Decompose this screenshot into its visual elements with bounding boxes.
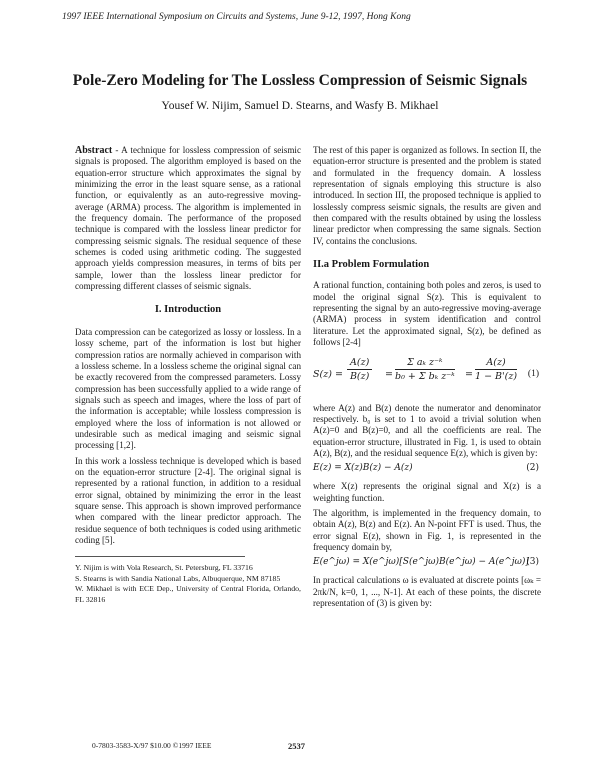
footnote-3: W. Mikhael is with ECE Dep., University of Central Florida, Orlando, FL 32816 [75, 584, 301, 604]
eq1-fraction-3 [475, 357, 517, 383]
eq1-frac3-denominator: 1 − B'(z) [475, 370, 518, 382]
abstract-text: - A technique for lossless compression of seismic signals is proposed. The algorithm employed is based on the equation-error structure which approximates the signal by minimizing the error in the least square sense, as a rational function, or equivalently as an auto-regressive moving-average (ARMA) process. The algorithm is implemented in the frequency domain. The performance of the proposed technique is compared with the lossless linear predictor for compressing seismic signals. The residual sequence of these schemes is coded using arithmetic coding. The suggested approach yields compression measures, in terms of bits per sample, lower than the lossless linear predictor for compressing different classes of seismic signals. [75, 145, 301, 292]
eq1-fraction-1 [347, 357, 372, 383]
algorithm-paragraph: The algorithm, is implemented in the frequency domain, to obtain A(z), B(z) and E(z). An N-point FFT is used. Thus, the error signal E(z), shown in Fig. 1, is represented in the frequency domain by, [313, 507, 541, 552]
copyright-footer: 0-7803-3583-X/97 $10.00 ©1997 IEEE [92, 741, 212, 750]
eq3-body: E(e^jω) = X(e^jω)[S(e^jω)B(e^jω) − A(e^jω)] [313, 557, 529, 568]
weighting-paragraph: where X(z) represents the original signal and X(z) is a weighting function. [313, 481, 541, 503]
equation-2 [313, 463, 541, 477]
eq1-frac1-numerator: A(z) [347, 357, 372, 370]
eq1-equals-2: = [465, 368, 473, 380]
page-number: 2537 [288, 741, 305, 751]
intro-paragraph-1: Data compression can be categorized as lossy or lossless. In a lossy scheme, part of the information is lost but higher compression ratios are normally achieved in comparison with a lossless scheme. In a lossless scheme the original signal can be exactly recovered from the compressed parameters. Lossy compression has been successfully applied to a wide range of signals such as speech and images, where the loss of part of the information is acceptable; while lossless compression is employed where the loss of information is not allowed or undesirable such as medical imaging and seismic signal processing [1,2]. [75, 326, 301, 451]
eq1-fraction-2 [395, 357, 455, 383]
intro-heading: I. Introduction [154, 304, 222, 316]
discrete-paragraph: In practical calculations ω is evaluated at discrete points [ωₖ = 2πk/N, k=0, 1, ..., N-1]. At each of these points, the discrete representation of (3) is given by: [313, 575, 541, 608]
outline-paragraph: The rest of this paper is organized as follows. In section II, the equation-error structure is presented and the problem is stated and formulated in the frequency domain. A lossless representation of signals employing this structure is also introduced. In section III, the proposed technique is applied to losslessly compress seismic signals, the results are given and then compared with the results obtained by using the lossless linear predictor when compressing the same signals. Section IV, contains the conclusions. [313, 145, 541, 246]
paper-authors: Yousef W. Nijim, Samuel D. Stearns, and Wasfy B. Mikhael [161, 100, 439, 112]
eq2-body: E(z) = X(z)B(z) − A(z) [313, 463, 413, 474]
left-column [75, 145, 301, 605]
intro-paragraph-2: In this work a lossless technique is developed which is based on the equation-error structure [2-4]. The original signal is represented by a rational function, in addition to a residual error signal, obtained by minimizing the error in the least square sense. This approach is shown improved performance when compared with the linear predictor approach. The residue sequence of both techniques is coded using arithmetic coding [5]. [75, 455, 301, 545]
eq1-frac2-numerator: Σ aₖ z⁻ᵏ [395, 357, 455, 370]
footnote-1: Y. Nijim is with Vola Research, St. Petersburg, FL 33716 [75, 563, 253, 573]
eq1-frac1-denominator: B(z) [349, 370, 370, 382]
abstract-heading: Abstract [75, 145, 113, 156]
footnotes [75, 556, 301, 605]
conference-header: 1997 IEEE International Symposium on Circuits and Systems, June 9-12, 1997, Hong Kong [62, 12, 411, 22]
equation-1 [313, 355, 541, 397]
eq1-equals-1: = [385, 368, 393, 380]
right-column [313, 145, 541, 609]
eq1-lhs: S(z) = [313, 368, 343, 380]
eq1-frac3-numerator: A(z) [475, 357, 517, 370]
eq1-frac2-denominator: b₀ + Σ bₖ z⁻ᵏ [395, 370, 455, 382]
footnote-2: S. Stearns is with Sandia National Labs, Albuquerque, NM 87185 [75, 573, 281, 583]
formulation-paragraph: A rational function, containing both poles and zeros, is used to model the original signal S(z). This is equivalent to representing the signal by an auto-regressive moving-average (ARMA) process in system identification and control literature. Let the approximated signal, S(z), be defined as follows [2-4] [313, 280, 541, 348]
eq2-number: (2) [526, 463, 539, 474]
abstract [75, 145, 301, 292]
paper-title: Pole-Zero Modeling for The Lossless Compression of Seismic Signals [72, 72, 528, 89]
problem-formulation-heading: II.a Problem Formulation [313, 259, 430, 271]
denominator-paragraph: where A(z) and B(z) denote the numerator and denominator respectively. b₀ is set to 1 to avoid a trivial solution when A(z)=0 and B(z)=0, and all the coefficients are real. The equation-error structure, illustrated in Fig. 1, is used to obtain A(z), B(z), and the residual sequence E(z), which is given by: [313, 402, 541, 458]
equation-3 [313, 557, 541, 571]
eq3-number: (3) [526, 557, 539, 568]
eq1-number: (1) [527, 368, 539, 379]
